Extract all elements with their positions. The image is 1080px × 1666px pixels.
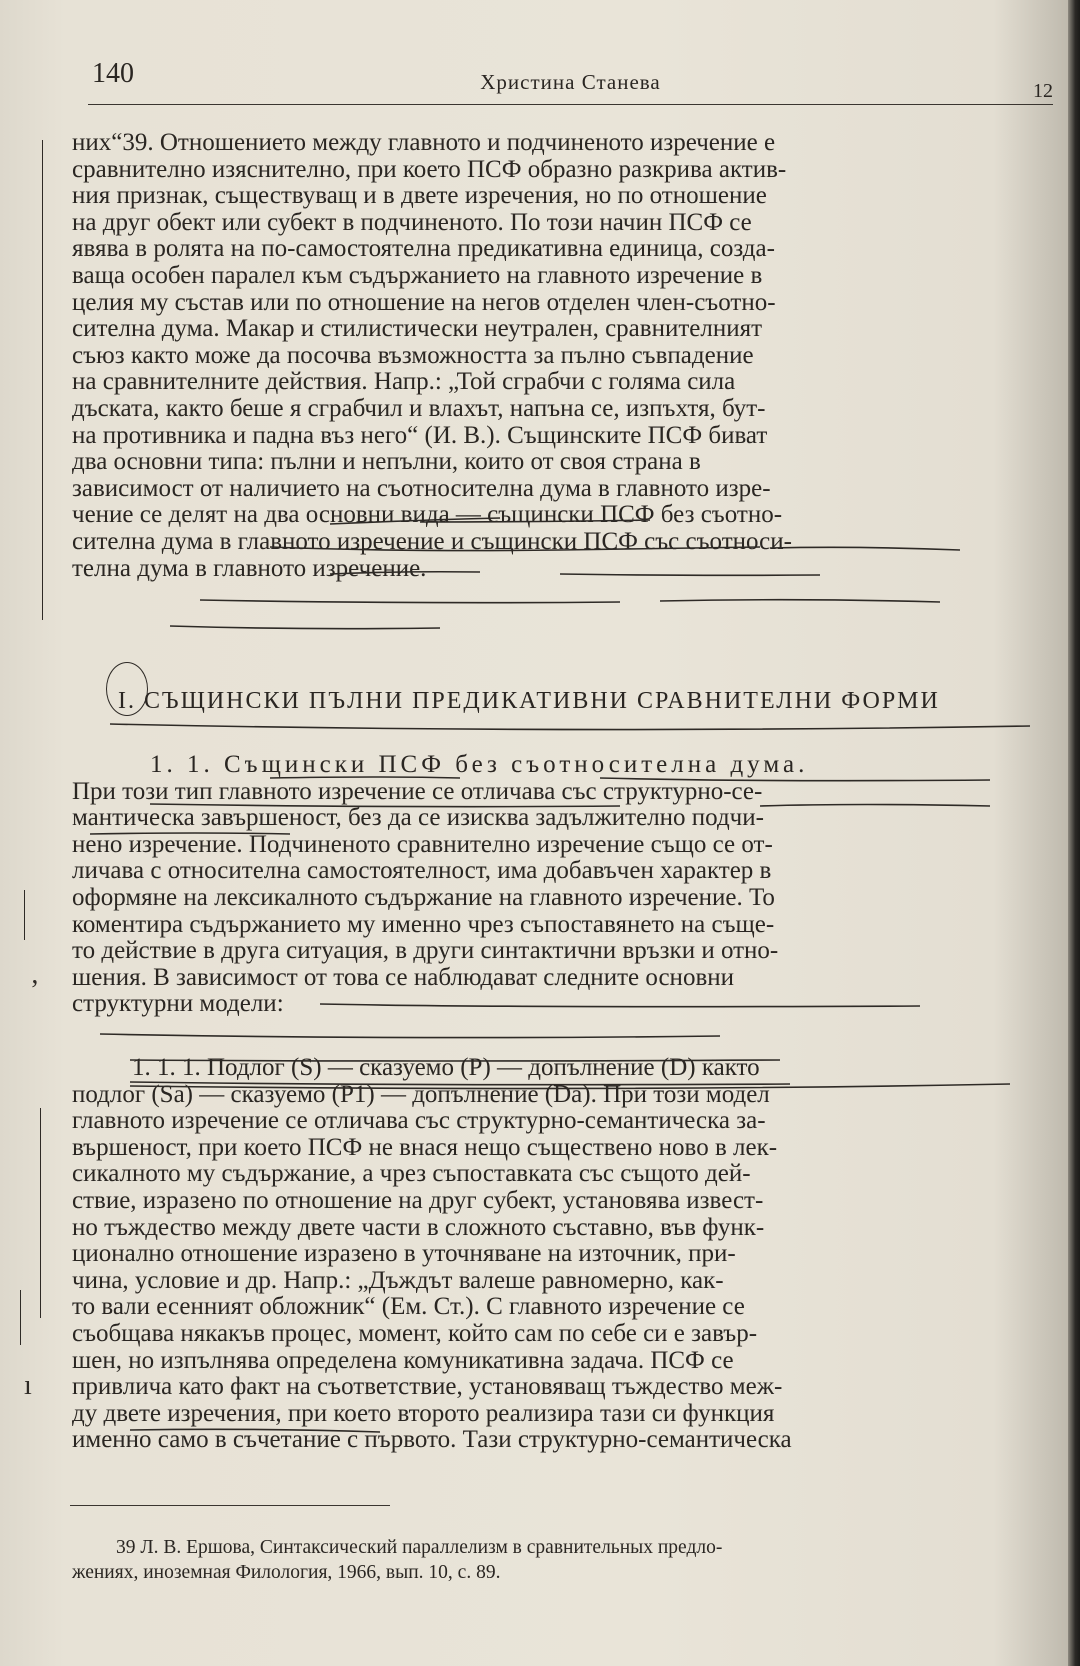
text-line: них“39. Отношението между главното и подчиненото изречение е [72,129,776,156]
corner-mark: 12 [1033,80,1053,102]
footnote-line: жениях, иноземная Филология, 1966, вып. 10, с. 89. [72,1562,501,1583]
text-line: явява в ролята на по-самостоятелна предикативна единица, созда- [72,235,775,263]
text-line: структурни модели: [72,990,284,1018]
text-line: зависимост от наличието на съотносителна дума в главното изре- [72,474,771,502]
subsection-heading: 1. 1. Същински ПСФ без съотносителна дума. [150,751,809,778]
text-line: коментира съдържанието му именно чрез съпоставянето на съще- [72,910,775,938]
text-line: При този тип главното изречение се отличава със структурно-се- [72,777,763,805]
text-line: привлича като факт на съответствие, установяващ тъждество меж- [72,1373,783,1401]
text-line: ду двете изречения, при което второто реализира тази си функция [72,1399,775,1427]
text-line: мантическа завършеност, без да се изисква задължително подчи- [72,804,764,832]
page-number: 140 [92,58,134,89]
text-line: на сравнителните действия. Напр.: „Той сграбчи с голяма сила [72,368,736,396]
text-line: съюз както може да посочва възможността за пълно съвпадение [72,341,754,369]
book-binding-edge [1068,0,1080,1666]
text-line: телна дума в главното изречение. [72,554,427,582]
text-line: главното изречение се отличава със структурно-семантическа за- [72,1107,766,1135]
margin-tick: ı [24,1370,32,1401]
text-line: съобщава някакъв процес, момент, който сам по себе си е завър- [72,1319,758,1347]
text-line: сителна дума в главното изречение и същински ПСФ със съотноси- [72,527,792,555]
text-line: сравнително изяснително, при което ПСФ образно разкрива актив- [72,155,787,183]
text-line: оформяне на лексикалното съдържание на главното изречение. То [72,883,775,911]
text-line: на противника и падна въз него“ (И. В.). Същинските ПСФ биват [72,421,768,449]
text-line: вършеност, при което ПСФ не внася нещо съществено ново в лек- [72,1133,778,1161]
text-line: сителна дума. Макар и стилистически неутрален, сравнителният [72,315,763,343]
text-line: но тъждество между двете части в сложното съставно, във функ- [72,1213,765,1241]
text-line: личава с относителна самостоятелност, има добавъчен характер в [72,857,772,885]
text-line: чение се делят на два основни вида — същински ПСФ без съотно- [72,501,783,529]
text-line: на друг обект или субект в подчиненото. По този начин ПСФ се [72,208,752,236]
margin-tick: ʼ [30,975,40,1006]
text-line: целия му състав или по отношение на негов отделен член-съотно- [72,288,776,316]
model-heading: 1. 1. 1. Подлог (S) — сказуемо (P) — допълнение (D) както [132,1054,760,1081]
text-line: сикалното му съдържание, а чрез съпоставката със същото дей- [72,1160,751,1188]
text-line: то вали есенният обложник“ (Ем. Ст.). С главното изречение се [72,1293,745,1321]
text-line: шения. В зависимост от това се наблюдават следните основни [72,963,734,991]
text-line: ционално отношение изразено в уточняване на източник, при- [72,1240,736,1268]
text-line: чина, условие и др. Напр.: „Дъждът валеше равномерно, как- [72,1266,724,1294]
text-line: два основни типа: пълни и непълни, които от своя страна в [72,448,701,476]
text-line: ваща особен паралел към съдържанието на главното изречение в [72,261,763,289]
text-line: ствие, изразено по отношение на друг субект, установява извест- [72,1186,764,1214]
text-line: подлог (Sa) — сказуемо (P1) — допълнение (Da). При този модел [72,1080,770,1108]
text-line: ния признак, съществуващ и в двете изречения, но по отношение [72,182,767,210]
running-title: Христина Станева [480,70,661,94]
text-line: именно само в съчетание с първото. Тази структурно-семантическа [72,1426,792,1454]
text-line: нено изречение. Подчиненото сравнително изречение също се от- [72,830,773,858]
text-line: шен, но изпълнява определена комуникативна задача. ПСФ се [72,1346,734,1374]
section-title: І. СЪЩИНСКИ ПЪЛНИ ПРЕДИКАТИВНИ СРАВНИТЕЛНИ ФОРМИ [118,688,940,714]
footnote-line: 39 Л. В. Ершова, Синтаксический параллелизм в сравнительных предло- [116,1537,723,1558]
text-line: дъската, както беше я сграбчил и влахът, напъна се, изпъхтя, бут- [72,394,766,422]
text-line: то действие в друга ситуация, в други синтактични връзки и отно- [72,937,779,965]
